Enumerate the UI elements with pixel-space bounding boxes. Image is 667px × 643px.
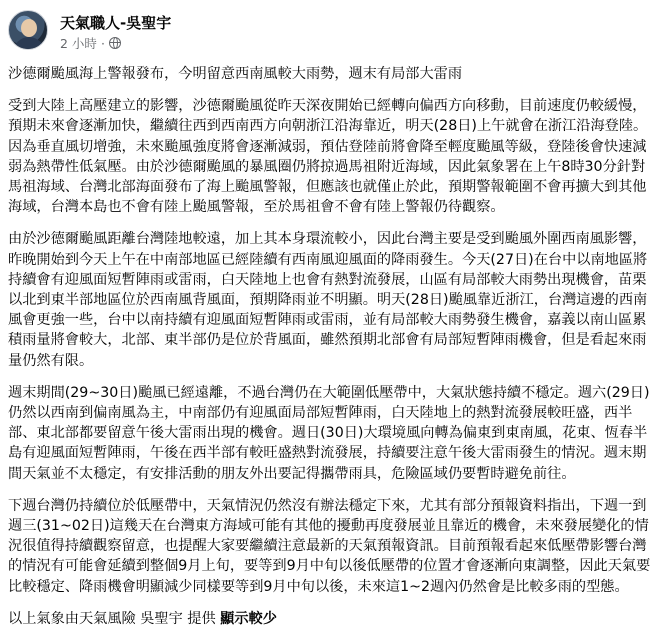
globe-icon[interactable]: [109, 37, 121, 49]
post-title: 沙德爾颱風海上警報發布，今明留意西南風較大雨勢，週末有局部大雷雨: [8, 66, 463, 82]
author-name[interactable]: 天氣職人-吳聖宇: [60, 14, 172, 32]
post-paragraph-3: 週末期間(29~30日)颱風已經遠離，不過台灣仍在大範圍低壓帶中，大氣狀態持續不穩定。週六(29日)仍然以西南到偏南風為主，中南部仍有迎風面局部短暫陣雨，白天陸地上的熱對流發展較旺盛，西半部、東北部都要留意午後大雷雨出現的機會。週日(30日)大環境風向轉為偏東到東南風，花東、恆春半島有迎風面短暫陣雨，午後在西半部有較旺盛熱對流發展，持續要注意午後大雷雨發生的情況。週末期間天氣並不太穩定，有安排活動的朋友外出要記得攜帶雨具，危險區域仍要暫時避免前往。: [8, 384, 650, 482]
see-less-link[interactable]: 顯示較少: [220, 610, 277, 627]
author-avatar[interactable]: [8, 10, 48, 50]
post-body: [8, 64, 659, 629]
post-paragraph-2: 由於沙德爾颱風距離台灣陸地較遠，加上其本身環流較小，因此台灣主要是受到颱風外圍西南風影響，昨晚開始到今天上午在中南部地區已經陸續有西南風迎風面的降雨發生。今天(27日)在台中以南地區將持續會有迎風面短暫陣雨或雷雨，白天陸地上也會有熱對流發展，山區有局部較大雨勢出現機會，苗栗以北到東半部地區位於西南風背風面，預期降雨並不明顯。明天(28日)颱風靠近浙江，台灣這邊的西南風會更強一些，台中以南持續有迎風面短暫陣雨或雷雨，並有局部較大雨勢發生機會，嘉義以南山區累積雨量將會較大，北部、東半部仍是位於背風面，雖然預期北部會有局部短暫陣雨機會，但是看起來雨量仍然有限。: [8, 231, 648, 369]
post-footer: [8, 609, 659, 629]
post-meta: [60, 34, 121, 52]
post-timestamp[interactable]: 2 小時: [60, 36, 97, 51]
post-header: [8, 10, 659, 54]
post-paragraph-4: 下週台灣仍持續位於低壓帶中，天氣情況仍然沒有辦法穩定下來，尤其有部分預報資料指出，下週一到週三(31~02日)這幾天在台灣東方海域可能有其他的擾動再度發展並且靠近的機會，未來發展變化的情況很值得持續觀察留意，也提醒大家要繼續注意最新的天氣預報資訊。目前預報看起來低壓帶影響台灣的情況有可能會延續到整個9月上旬，要等到9月中旬以後低壓帶的位置才會逐漸向東調整，因此天氣要比較穩定、降雨機會明顯減少同樣要等到9月中旬以後，未來這1~2週內仍然會是比較多雨的型態。: [8, 497, 651, 595]
avatar-shoulders: [13, 37, 45, 50]
meta-separator: ·: [100, 35, 105, 51]
avatar-face: [21, 19, 37, 37]
post-footer-text: 以上氣象由天氣風險 吳聖宇 提供: [8, 610, 221, 627]
post-paragraph-1: 受到大陸上高壓建立的影響，沙德爾颱風從昨天深夜開始已經轉向偏西方向移動，目前速度仍較緩慢，預期未來會逐漸加快，繼續往西到西南西方向朝浙江沿海靠近，明天(28日)上午就會在浙江沿海登陸。因為垂直風切增強，未來颱風強度將會逐漸減弱，預估登陸前將會降至輕度颱風等級，登陸後會快速減弱為熱帶性低氣壓。由於沙德爾颱風的暴風圈仍將掠過馬祖附近海域，因此氣象署在上午8時30分針對馬祖海域、台灣北部海面發布了海上颱風警報，但應該也就僅止於此，預期警報範圍不會再擴大到其他海域，台灣本島也不會有陸上颱風警報，至於馬祖會不會有陸上警報仍待觀察。: [8, 98, 648, 216]
